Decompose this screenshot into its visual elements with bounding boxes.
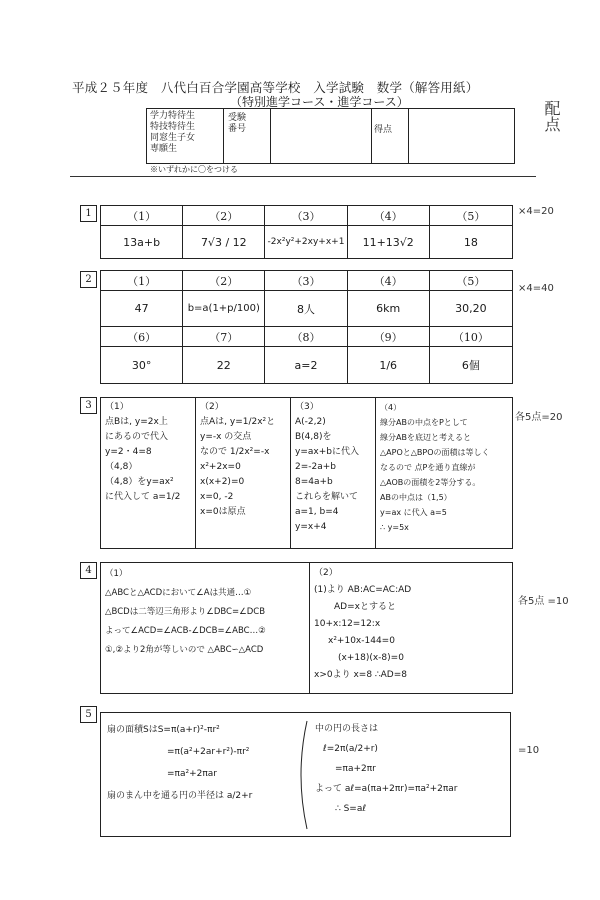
q4-answer-box [100,562,513,694]
note-text: ※いずれかに〇をつける [150,165,238,174]
q5-answer-box [100,712,511,837]
q4-col-2: （2） (1)より AB:AC=AC:AD AD=xとすると 10+x:12=12:x x²+10x-144=0 (x+18)(x-8)=0 x>0より x=8 ∴AD=8 [314,568,412,680]
category-item: 専願生 [150,144,178,154]
q2-answer: 47 [101,291,183,327]
q2-answer: 6個 [461,359,480,372]
bracket-curve [293,719,313,831]
q1-answer: -2x²y²+2xy+x+1 [265,226,347,258]
q2-header: （6） [101,327,183,347]
haiten-mark: 配点 [542,100,561,132]
q1-header: （2） [183,206,265,226]
q2-header: （2） [183,271,265,291]
q1-answer-grid [100,205,513,259]
question-number: 2 [80,271,97,288]
exam-info-box [146,108,515,164]
q2-header: （7） [183,327,265,347]
q2-header: （5） [430,271,512,291]
q2-answer: 6km [348,291,430,327]
q2-answer: a=2 [265,347,347,383]
q1-answer: 7√3 / 12 [183,226,265,258]
q2-answer: 8人 [265,291,347,327]
question-number: 1 [80,205,97,222]
category-item: 学力特待生 [150,111,196,121]
q2-header: （3） [265,271,347,291]
q2-answer: 22 [183,347,265,383]
q2-header: （4） [348,271,430,291]
question-number: 5 [80,706,97,723]
side-mark-q5: =10 [518,745,540,756]
q2-answer: 30,20 [430,291,512,327]
q2-header: （9） [348,327,430,347]
q2-header: （1） [101,271,183,291]
q3-answer-box [100,397,513,549]
q2-header: （10） [430,327,512,347]
category-item: 同窓生子女 [150,133,196,143]
q2-answer: 1/6 [348,347,430,383]
q1-answer: 13a+b [101,226,183,258]
q1-header: （3） [265,206,347,226]
score-label: 得点 [372,109,409,163]
q2-header: （8） [265,327,347,347]
q1-answer: 11+13√2 [348,226,430,258]
q3-col-1: （1） 点Bは, y=2x上 にあるので代入 y=2・4=8 （4,8） （4,8）をy=ax² に代入して a=1/2 [101,398,196,548]
score-field[interactable] [409,109,514,163]
q1-header: （4） [348,206,430,226]
q1-header: （1） [101,206,183,226]
question-number: 4 [80,562,97,579]
q5-right: 中の円の長さは ℓ=2π(a/2+r) =πa+2πr よって aℓ=a(πa+2πr)=πa²+2πar ∴ S=aℓ [315,724,458,814]
exam-number-field[interactable] [271,109,372,163]
q3-col-4: （4） 線分ABの中点をPとして 線分ABを底辺と考えると △APOと△BPOの面積は等しく なるので 点Pを通り直線が △AOBの面積を2等分する。 ABの中点は（1,5） y=ax に代入 a=5 ∴ y=5x [380,403,490,532]
q2-answer: 30° [101,347,183,383]
q1-answer: 18 [463,235,478,249]
side-mark-q2: ×4=40 [518,283,554,294]
side-mark-q1: ×4=20 [518,206,554,217]
q3-col-3: （3） A(-2,2) B(4,8)を y=ax+bに代入 2=-2a+b 8=4a+b これらを解いて a=1, b=4 y=x+4 [291,398,376,548]
q4-col-1: （1） △ABCと△ACDにおいて∠Aは共通…① △BCDは二等辺三角形より∠DBC=∠DCB よって∠ACD=∠ACB-∠DCB=∠ABC…② ①,②より2角が等しいので △ABC∽△ACD [101,563,310,693]
category-list [147,109,224,163]
category-item: 特技特待生 [150,122,196,132]
question-number: 3 [80,397,97,414]
q5-left: 扇の面積SはS=π(a+r)²-πr² =π(a²+2ar+r²)-πr² =πa²+2πar 扇のまん中を通る円の半径は a/2+r [107,725,253,801]
page-title: 平成２５年度 八代白百合学園高等学校 入学試験 数学（解答用紙） [72,80,479,95]
page-subtitle: （特別進学コース・進学コース） [230,95,409,109]
divider [70,176,536,177]
side-mark-q4: 各5点 =10 [518,596,569,607]
exam-number-label: 受験 番号 [224,109,271,163]
q2-answer-grid [100,270,513,384]
q3-col-2: （2） 点Aは, y=1/2x²と y=-x の交点 なので 1/2x²=-x x²+2x=0 x(x+2)=0 x=0, -2 x=0は原点 [196,398,291,548]
side-mark-q3: 各5点=20 [515,412,563,423]
q2-answer: b=a(1+p/100) [183,291,265,327]
q1-header: （5） [430,206,512,226]
